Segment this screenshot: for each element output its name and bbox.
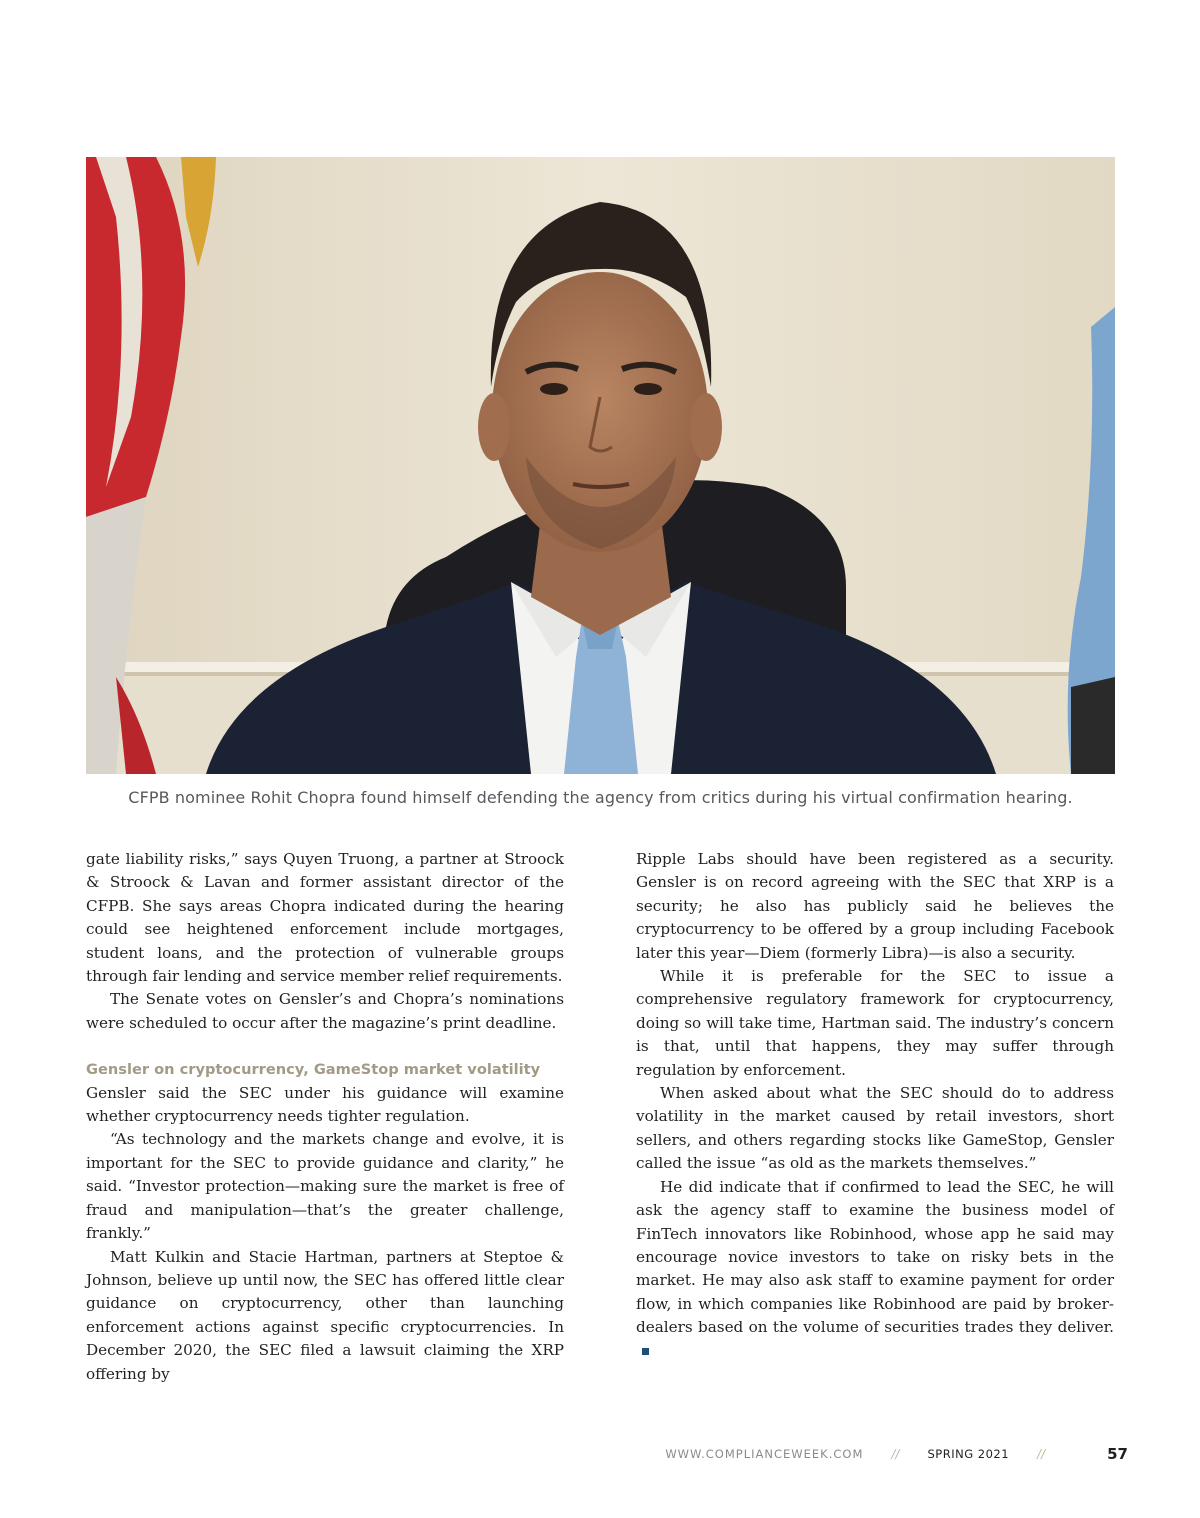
left-column [86, 848, 564, 1386]
footer-website: WWW.COMPLIANCEWEEK.COM [665, 1447, 864, 1461]
paragraph: “As technology and the markets change and evolve, it is important for the SEC to provide guidance and clarity,” he said. “Investor protection—making sure the market is free of fraud and manipulation—that’s the greater challenge, frankly.” [86, 1130, 564, 1243]
right-column [636, 848, 1114, 1363]
section-subhead: Gensler on cryptocurrency, GameStop market volatility [86, 1061, 541, 1079]
paragraph: Ripple Labs should have been registered as a security. Gensler is on record agreeing with the SEC that XRP is a security; he also has publicly said he believes the cryptocurrency to be offered by a group including Facebook later this year—Diem (formerly Libra)—is also a security. [636, 850, 1114, 962]
page-footer [665, 1442, 1128, 1466]
page-number: 57 [1107, 1445, 1128, 1463]
paragraph-final [636, 1176, 1114, 1363]
end-of-article-mark-icon [642, 1348, 649, 1355]
photo-caption: CFPB nominee Rohit Chopra found himself defending the agency from critics during his virtual confirmation hearing. [128, 788, 1073, 807]
paragraph: gate liability risks,” says Quyen Truong, a partner at Stroock & Stroock & Lavan and former assistant director of the CFPB. She says areas Chopra indicated during the hearing could see heightened enforcement include mortgages, student loans, and the protection of vulnerable groups through fair lending and service member relief requirements. [86, 850, 564, 986]
paragraph: Gensler said the SEC under his guidance will examine whether cryptocurrency needs tighter regulation. [86, 1083, 564, 1126]
paragraph: The Senate votes on Gensler’s and Chopra’s nominations were scheduled to occur after the magazine’s print deadline. [86, 990, 564, 1032]
paragraph: Matt Kulkin and Stacie Hartman, partners at Steptoe & Johnson, believe up until now, the SEC has offered little clear guidance on cryptocurrency, other than launching enforcement actions against specific cryptocurrencies. In December 2020, the SEC filed a lawsuit claiming the XRP offering by [86, 1247, 564, 1383]
paragraph: While it is preferable for the SEC to issue a comprehensive regulatory framework for cryptocurrency, doing so will take time, Hartman said. The industry’s concern is that, until that happens, they may suffer through regulation by enforcement. [636, 967, 1114, 1079]
footer-separator: // [1037, 1447, 1046, 1461]
article-photo [86, 157, 1115, 774]
paragraph: When asked about what the SEC should do to address volatility in the market caused by retail investors, short sellers, and others regarding stocks like GameStop, Gensler called the issue “as old as the markets themselves.” [636, 1084, 1114, 1173]
footer-issue: SPRING 2021 [927, 1447, 1010, 1461]
footer-separator: // [891, 1447, 900, 1461]
portrait-illustration [86, 157, 1115, 774]
paragraph-text: He did indicate that if confirmed to lead the SEC, he will ask the agency staff to examine the business model of FinTech innovators like Robinhood, whose app he said may encourage novice investors to take on risky bets in the market. He may also ask staff to examine payment for order flow, in which companies like Robinhood are paid by broker-dealers based on the volume of securities trades they deliver. [636, 1177, 1114, 1337]
